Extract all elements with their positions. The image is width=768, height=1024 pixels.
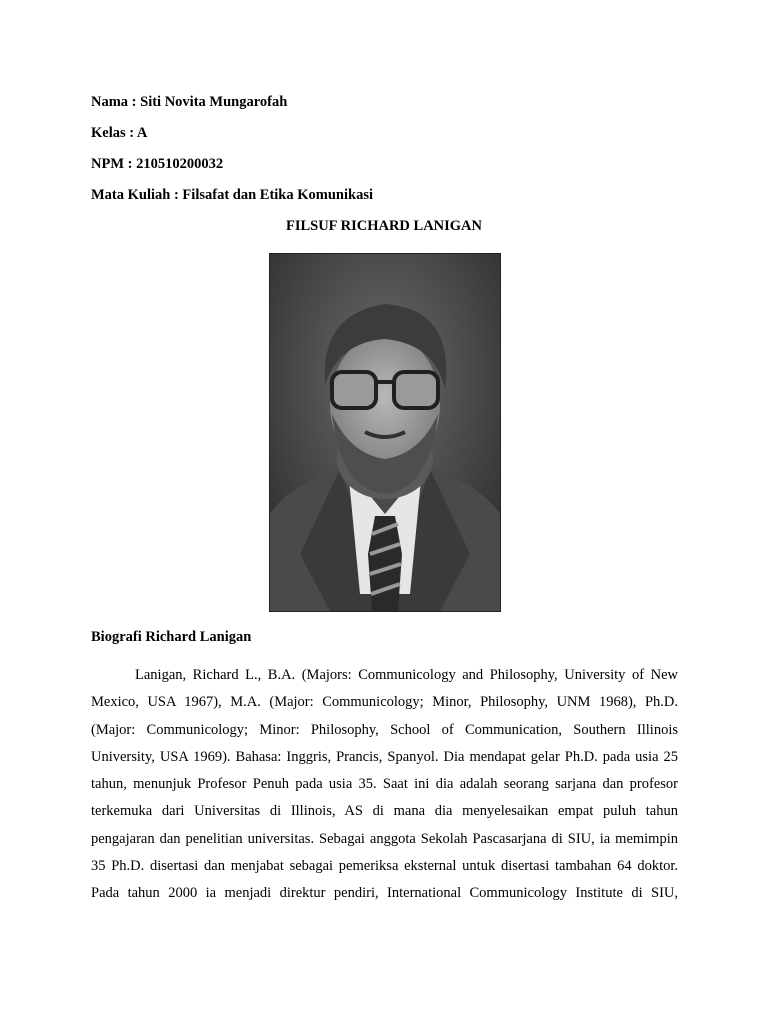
paragraph-line: University, USA 1969). Bahasa: Inggris, Prancis, Spanyol. Dia mendapat gelar Ph.D. pada usia 25 [91,748,678,765]
biography-paragraph [91,662,678,908]
student-class: Kelas : A [91,125,148,141]
student-npm: NPM : 210510200032 [91,156,224,172]
paragraph-line: pengajaran dan penelitian universitas. Sebagai anggota Sekolah Pascasarjana di SIU, ia memimpin [91,830,678,847]
paragraph-line: Mexico, USA 1967), M.A. (Major: Communicology; Minor, Philosophy, UNM 1968), Ph.D. [91,694,678,711]
paragraph-line: Lanigan, Richard L., B.A. (Majors: Communicology and Philosophy, University of New [135,667,678,683]
document-title: FILSUF RICHARD LANIGAN [285,218,483,234]
course-name: Mata Kuliah : Filsafat dan Etika Komunikasi [91,187,373,203]
section-heading: Biografi Richard Lanigan [91,629,252,645]
paragraph-line: terkemuka dari Universitas di Illinois, AS di mana dia menyelesaikan empat puluh tahun [91,803,678,820]
student-name: Nama : Siti Novita Mungarofah [91,94,288,110]
paragraph-line: tahun, menunjuk Profesor Penuh pada usia 35. Saat ini dia adalah seorang sarjana dan profesor [91,776,678,793]
paragraph-line: (Major: Communicology; Minor: Philosophy, School of Communication, Southern Illinois [91,721,678,738]
paragraph-line: 35 Ph.D. disertasi dan menjabat sebagai pemeriksa eksternal untuk disertasi tambahan 64 doktor. [91,858,678,875]
portrait-photo [269,253,501,612]
paragraph-line: Pada tahun 2000 ia menjadi direktur pendiri, International Communicology Institute di SIU, [91,885,678,902]
